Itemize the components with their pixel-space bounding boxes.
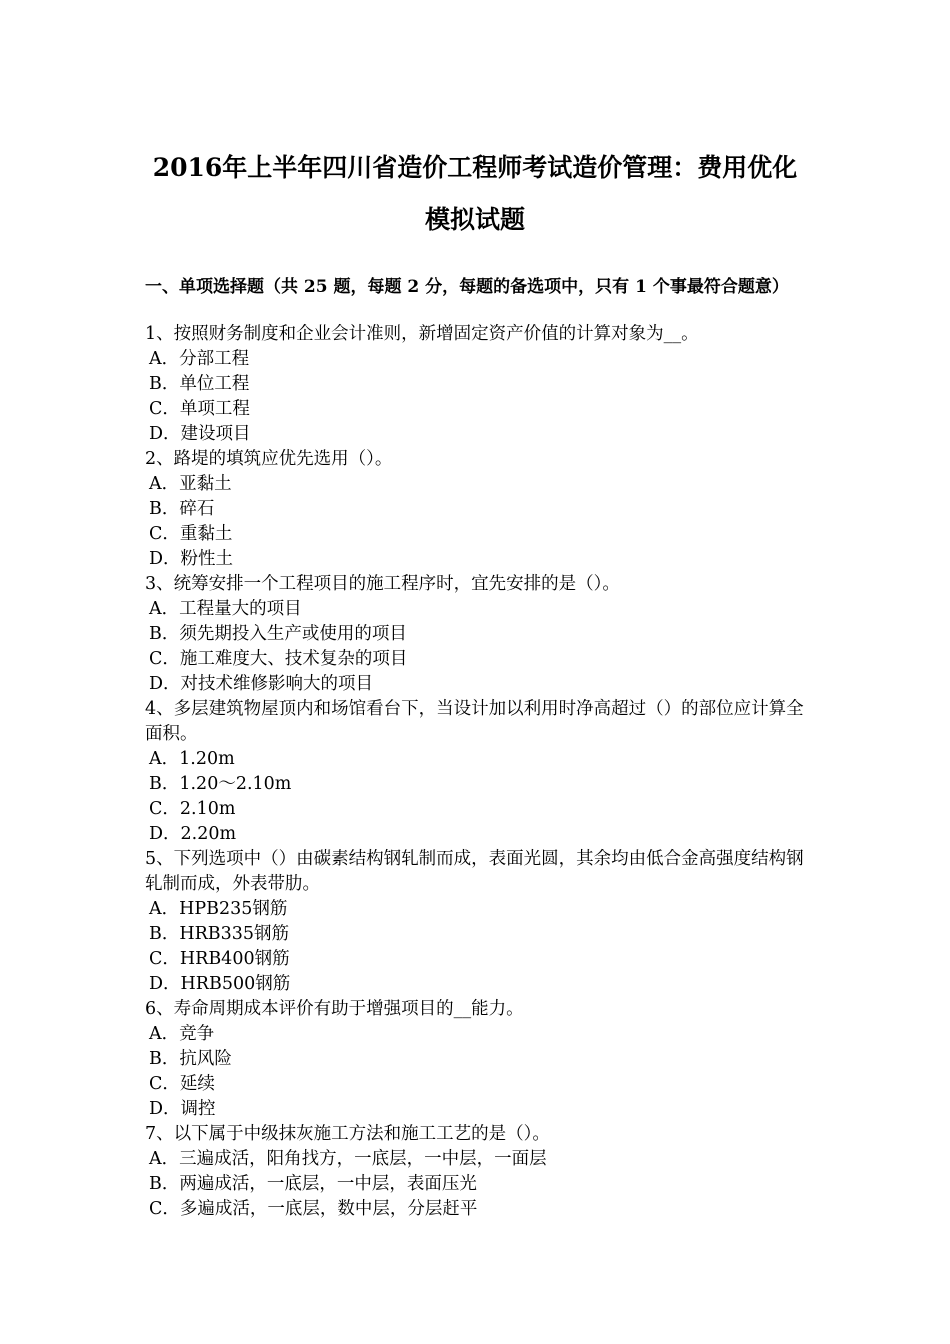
option-d: D．2.20m [149,824,237,844]
option-b: B．须先期投入生产或使用的项目 [149,624,407,644]
option-b: B．两遍成活，一底层，一中层，表面压光 [149,1174,477,1194]
option-d: D．HRB500钢筋 [149,974,291,994]
option-c: C．单项工程 [149,399,250,419]
question-text: 7、以下属于中级抹灰施工方法和施工工艺的是（）。 [145,1124,550,1144]
question-4 [145,697,810,847]
question-6 [145,997,810,1122]
option-a: A．1.20m [149,749,235,769]
question-7 [145,1122,810,1222]
question-text: 5、下列选项中（）由碳素结构钢轧制而成，表面光圆，其余均由低合金高强度结构钢轧制而成，外表带肋。 [145,849,804,894]
question-2 [145,447,810,572]
option-d: D．建设项目 [149,424,251,444]
option-a: A．竞争 [149,1024,215,1044]
document-title-line2: 模拟试题 [424,205,525,234]
option-d: D．粉性土 [149,549,234,569]
question-text: 4、多层建筑物屋顶内和场馆看台下，当设计加以利用时净高超过（）的部位应计算全面积。 [145,699,804,744]
document-title-line1: 2016年上半年四川省造价工程师考试造价管理：费用优化 [152,153,798,182]
question-text: 2、路堤的填筑应优先选用（）。 [145,449,393,469]
option-b: B．碎石 [149,499,215,519]
option-b: B．单位工程 [149,374,250,394]
option-d: D．调控 [149,1099,216,1119]
option-b: B．HRB335钢筋 [149,924,290,944]
option-a: A．亚黏土 [149,474,232,494]
question-text: 1、按照财务制度和企业会计准则，新增固定资产价值的计算对象为__。 [145,324,699,344]
option-b: B．抗风险 [149,1049,232,1069]
question-3 [145,572,810,697]
option-c: C．2.10m [149,799,236,819]
option-c: C．多遍成活，一底层，数中层，分层赶平 [149,1199,478,1219]
option-d: D．对技术维修影响大的项目 [149,674,374,694]
question-text: 3、统筹安排一个工程项目的施工程序时，宜先安排的是（）。 [145,574,620,594]
option-a: A．HPB235钢筋 [149,899,288,919]
option-a: A．分部工程 [149,349,250,369]
option-b: B．1.20～2.10m [149,774,292,794]
question-5 [145,847,810,997]
question-list [145,322,810,1222]
option-a: A．三遍成活，阳角找方，一底层，一中层，一面层 [149,1149,547,1169]
question-1 [145,322,810,447]
question-text: 6、寿命周期成本评价有助于增强项目的__能力。 [145,999,524,1019]
section-heading: 一、单项选择题（共 25 题，每题 2 分，每题的备选项中，只有 1 个事最符合题意） [145,277,789,297]
option-c: C．HRB400钢筋 [149,949,290,969]
option-a: A．工程量大的项目 [149,599,302,619]
option-c: C．重黏土 [149,524,233,544]
option-c: C．施工难度大、技术复杂的项目 [149,649,408,669]
option-c: C．延续 [149,1074,215,1094]
